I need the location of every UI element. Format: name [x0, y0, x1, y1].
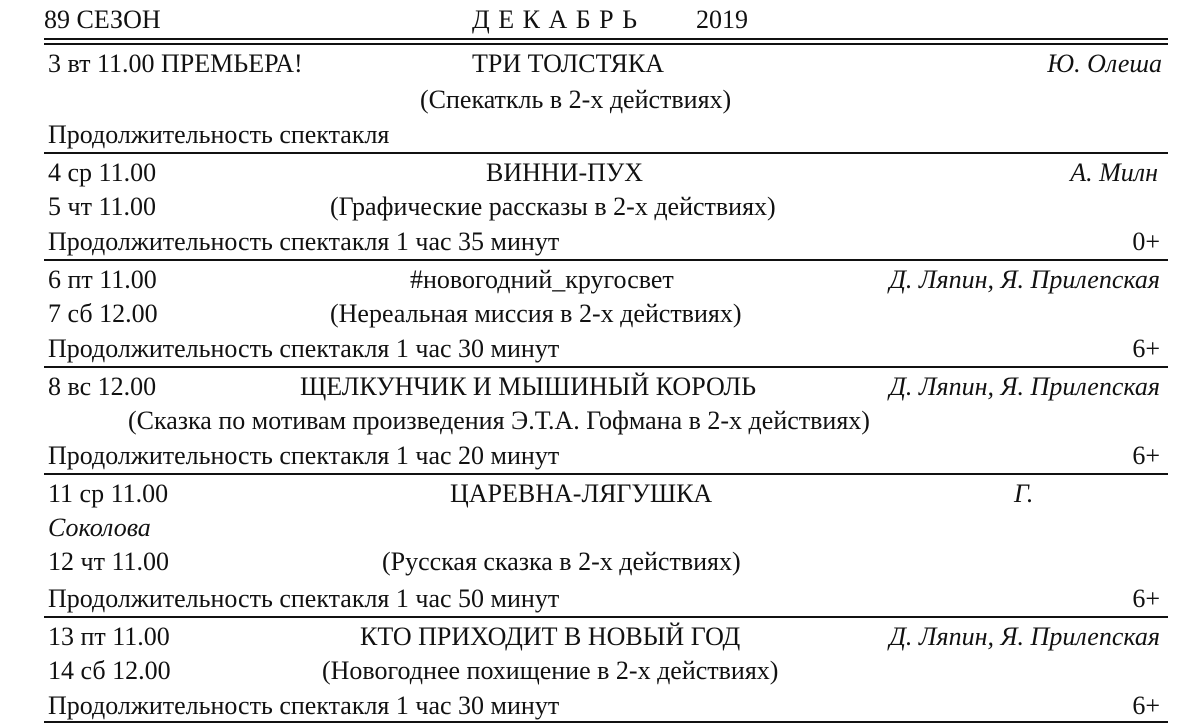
year-label: 2019 — [696, 5, 748, 34]
performance-duration: Продолжительность спектакля — [48, 120, 390, 149]
age-rating: 6+ — [1132, 584, 1160, 613]
season-label: 89 СЕЗОН — [44, 5, 161, 34]
entry-divider — [44, 616, 1168, 618]
performance-subtitle: (Сказка по мотивам произведения Э.Т.А. Гофмана в 2-х действиях) — [128, 406, 870, 435]
performance-author-initial: Г. — [1014, 479, 1034, 508]
performance-title: КТО ПРИХОДИТ В НОВЫЙ ГОД — [360, 622, 741, 651]
entry-divider — [44, 259, 1168, 261]
performance-author: Д. Ляпин, Я. Прилепская — [889, 265, 1160, 294]
performance-title: ТРИ ТОЛСТЯКА — [472, 49, 664, 78]
performance-author: Ю. Олеша — [1047, 49, 1162, 78]
performance-duration: Продолжительность спектакля 1 час 30 минут — [48, 691, 560, 720]
month-label: Д Е К А Б Р Ь — [472, 5, 639, 34]
entry-divider — [44, 473, 1168, 475]
performance-subtitle: (Нереальная миссия в 2-х действиях) — [330, 299, 742, 328]
performance-duration: Продолжительность спектакля 1 час 30 минут — [48, 334, 560, 363]
performance-date: 3 вт 11.00 ПРЕМЬЕРА! — [48, 49, 303, 78]
performance-date: 8 вс 12.00 — [48, 372, 157, 401]
age-rating: 6+ — [1132, 691, 1160, 720]
performance-author-surname: Соколова — [48, 513, 151, 542]
performance-title: ЦАРЕВНА-ЛЯГУШКА — [450, 479, 713, 508]
header-rule — [44, 38, 1168, 45]
performance-title: #новогодний_кругосвет — [410, 265, 674, 294]
performance-date: 5 чт 11.00 — [48, 192, 156, 221]
performance-date: 4 ср 11.00 — [48, 158, 157, 187]
age-rating: 0+ — [1132, 227, 1160, 256]
performance-subtitle: (Графические рассказы в 2-х действиях) — [330, 192, 776, 221]
entry-divider — [44, 366, 1168, 368]
performance-author: Д. Ляпин, Я. Прилепская — [889, 372, 1160, 401]
performance-title: ВИННИ-ПУХ — [486, 158, 644, 187]
performance-author: Д. Ляпин, Я. Прилепская — [889, 622, 1160, 651]
entry-divider — [44, 152, 1168, 154]
performance-date: 13 пт 11.00 — [48, 622, 170, 651]
performance-title: ЩЕЛКУНЧИК И МЫШИНЫЙ КОРОЛЬ — [300, 372, 757, 401]
performance-date: 12 чт 11.00 — [48, 547, 169, 576]
performance-date: 6 пт 11.00 — [48, 265, 157, 294]
performance-author: А. Милн — [1070, 158, 1158, 187]
performance-date: 14 сб 12.00 — [48, 656, 171, 685]
performance-subtitle: (Русская сказка в 2-х действиях) — [382, 547, 741, 576]
age-rating: 6+ — [1132, 441, 1160, 470]
age-rating: 6+ — [1132, 334, 1160, 363]
performance-duration: Продолжительность спектакля 1 час 50 минут — [48, 584, 560, 613]
performance-duration: Продолжительность спектакля 1 час 20 минут — [48, 441, 560, 470]
performance-subtitle: (Новогоднее похищение в 2-х действиях) — [322, 656, 779, 685]
performance-subtitle: (Спекаткль в 2-х действиях) — [420, 85, 732, 114]
performance-date: 7 сб 12.00 — [48, 299, 158, 328]
entry-divider — [44, 721, 1168, 723]
performance-duration: Продолжительность спектакля 1 час 35 минут — [48, 227, 560, 256]
performance-date: 11 ср 11.00 — [48, 479, 169, 508]
